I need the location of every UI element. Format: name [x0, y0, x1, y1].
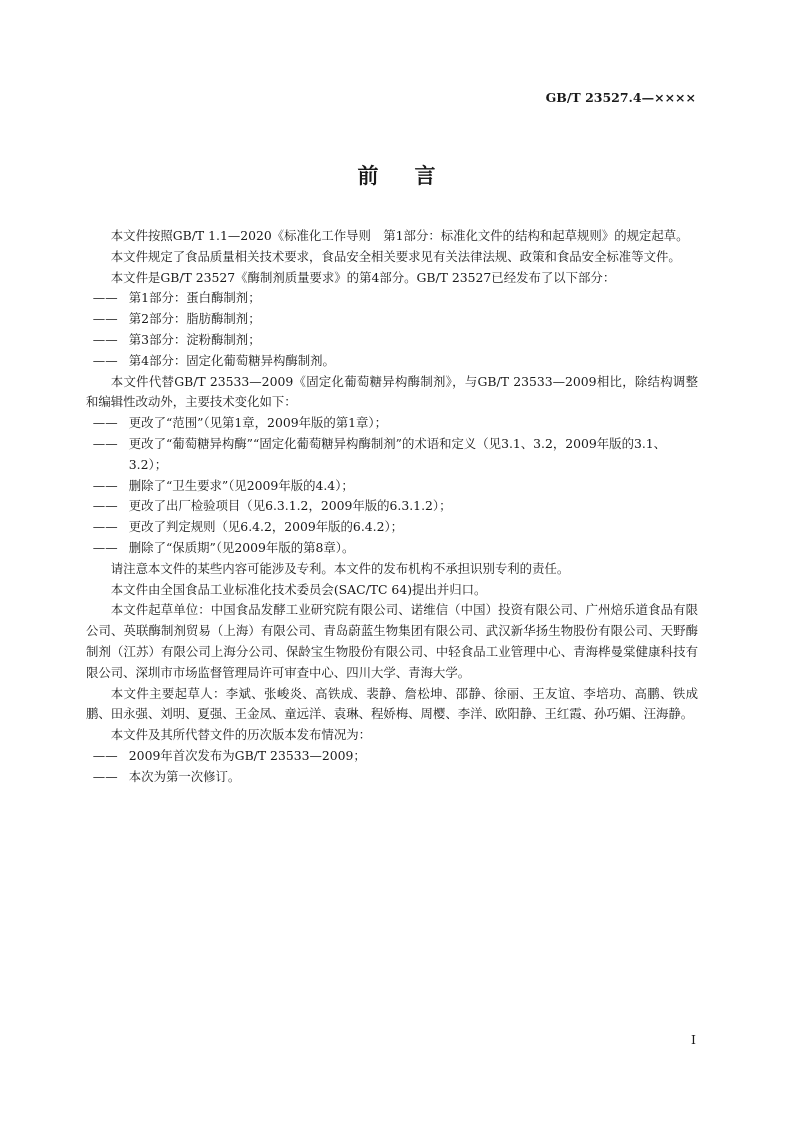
list-item-text: 第1部分：蛋白酶制剂； [128, 290, 261, 306]
list-item-text: 第2部分：脂肪酶制剂； [128, 311, 261, 327]
list-dash: —— [92, 311, 118, 327]
list-item [86, 767, 698, 788]
list-item-text: 更改了“葡萄糖异构酶”“固定化葡萄糖异构酶制剂”的术语和定义（见3.1、3.2，2009年版的3.1、3.2）； [128, 435, 667, 472]
list-item [86, 351, 698, 372]
standard-number-header: GB/T 23527.4—×××× [545, 90, 696, 105]
list-item [86, 496, 698, 517]
paragraph: 请注意本文件的某些内容可能涉及专利。本文件的发布机构不承担识别专利的责任。 [110, 560, 570, 576]
list-item-text: 2009年首次发布为GB/T 23533—2009； [128, 747, 366, 763]
list-item-text: 删除了“卫生要求”（见2009年版的4.4）； [128, 477, 354, 493]
list-item-text: 删除了“保质期”（见2009年版的第8章）。 [128, 539, 355, 555]
list-item [86, 288, 698, 309]
list-dash: —— [92, 290, 118, 306]
paragraph: 本文件按照GB/T 1.1—2020《标准化工作导则 第1部分：标准化文件的结构和起草规则》的规定起草。 [110, 228, 689, 243]
list-dash: —— [92, 352, 118, 368]
paragraph: 本文件代替GB/T 23533—2009《固定化葡萄糖异构酶制剂》，与GB/T 23533—2009相比，除结构调整和编辑性改动外，主要技术变化如下： [86, 373, 698, 410]
list-dash: —— [92, 747, 118, 763]
list-dash: —— [92, 768, 118, 784]
page-number: I [691, 1032, 696, 1047]
list-dash: —— [92, 519, 118, 535]
list-item-text: 第3部分：淀粉酶制剂； [128, 331, 261, 347]
paragraph: 本文件主要起草人：李斌、张峻炎、高铁成、裴静、詹松坤、邵静、徐丽、王友谊、李培功、高鹏、铁成鹏、田永强、刘明、夏强、王金凤、童远洋、袁琳、程娇梅、周樱、李洋、欧阳静、王红霞、孙巧媚、汪海静。 [86, 685, 698, 722]
list-item [86, 476, 698, 497]
paragraph: 本文件是GB/T 23527《酶制剂质量要求》的第4部分。GB/T 23527已经发布了以下部分： [110, 269, 616, 285]
list-item-text: 第4部分：固定化葡萄糖异构酶制剂。 [128, 352, 335, 368]
list-dash: —— [92, 477, 118, 493]
list-dash: —— [92, 415, 118, 431]
paragraph: 本文件由全国食品工业标准化技术委员会(SAC/TC 64)提出并归口。 [110, 581, 487, 597]
list-item [86, 517, 698, 538]
list-item [86, 330, 698, 351]
list-item-text: 更改了判定规则（见6.4.2，2009年版的6.4.2）； [128, 519, 404, 535]
list-item [86, 746, 698, 767]
list-item [86, 413, 698, 434]
list-dash: —— [92, 331, 118, 347]
paragraph: 本文件起草单位：中国食品发酵工业研究院有限公司、诺维信（中国）投资有限公司、广州焙乐道食品有限公司、英联酶制剂贸易（上海）有限公司、青岛蔚蓝生物集团有限公司、武汉新华扬生物股份有限公司、天野酶制剂（江苏）有限公司上海分公司、保龄宝生物股份有限公司、中轻食品工业管理中心、青海桦曼棠健康科技有限公司、深圳市市场监督管理局许可审查中心、四川大学、青海大学。 [86, 602, 698, 680]
list-dash: —— [92, 435, 118, 451]
list-item [86, 434, 698, 476]
page-title: 前言 [357, 164, 472, 188]
list-item-text: 更改了“范围”（见第1章，2009年版的第1章）； [128, 415, 388, 431]
paragraph: 本文件规定了食品质量相关技术要求，食品安全相关要求见有关法律法规、政策和食品安全标准等文件。 [110, 248, 681, 264]
list-item [86, 309, 698, 330]
foreword-body [86, 226, 698, 788]
list-item-text: 更改了出厂检验项目（见6.3.1.2，2009年版的6.3.1.2）； [128, 498, 452, 514]
list-dash: —— [92, 498, 118, 514]
list-dash: —— [92, 539, 118, 555]
paragraph: 本文件及其所代替文件的历次版本发布情况为： [110, 727, 371, 743]
list-item-text: 本次为第一次修订。 [128, 768, 241, 784]
list-item [86, 538, 698, 559]
